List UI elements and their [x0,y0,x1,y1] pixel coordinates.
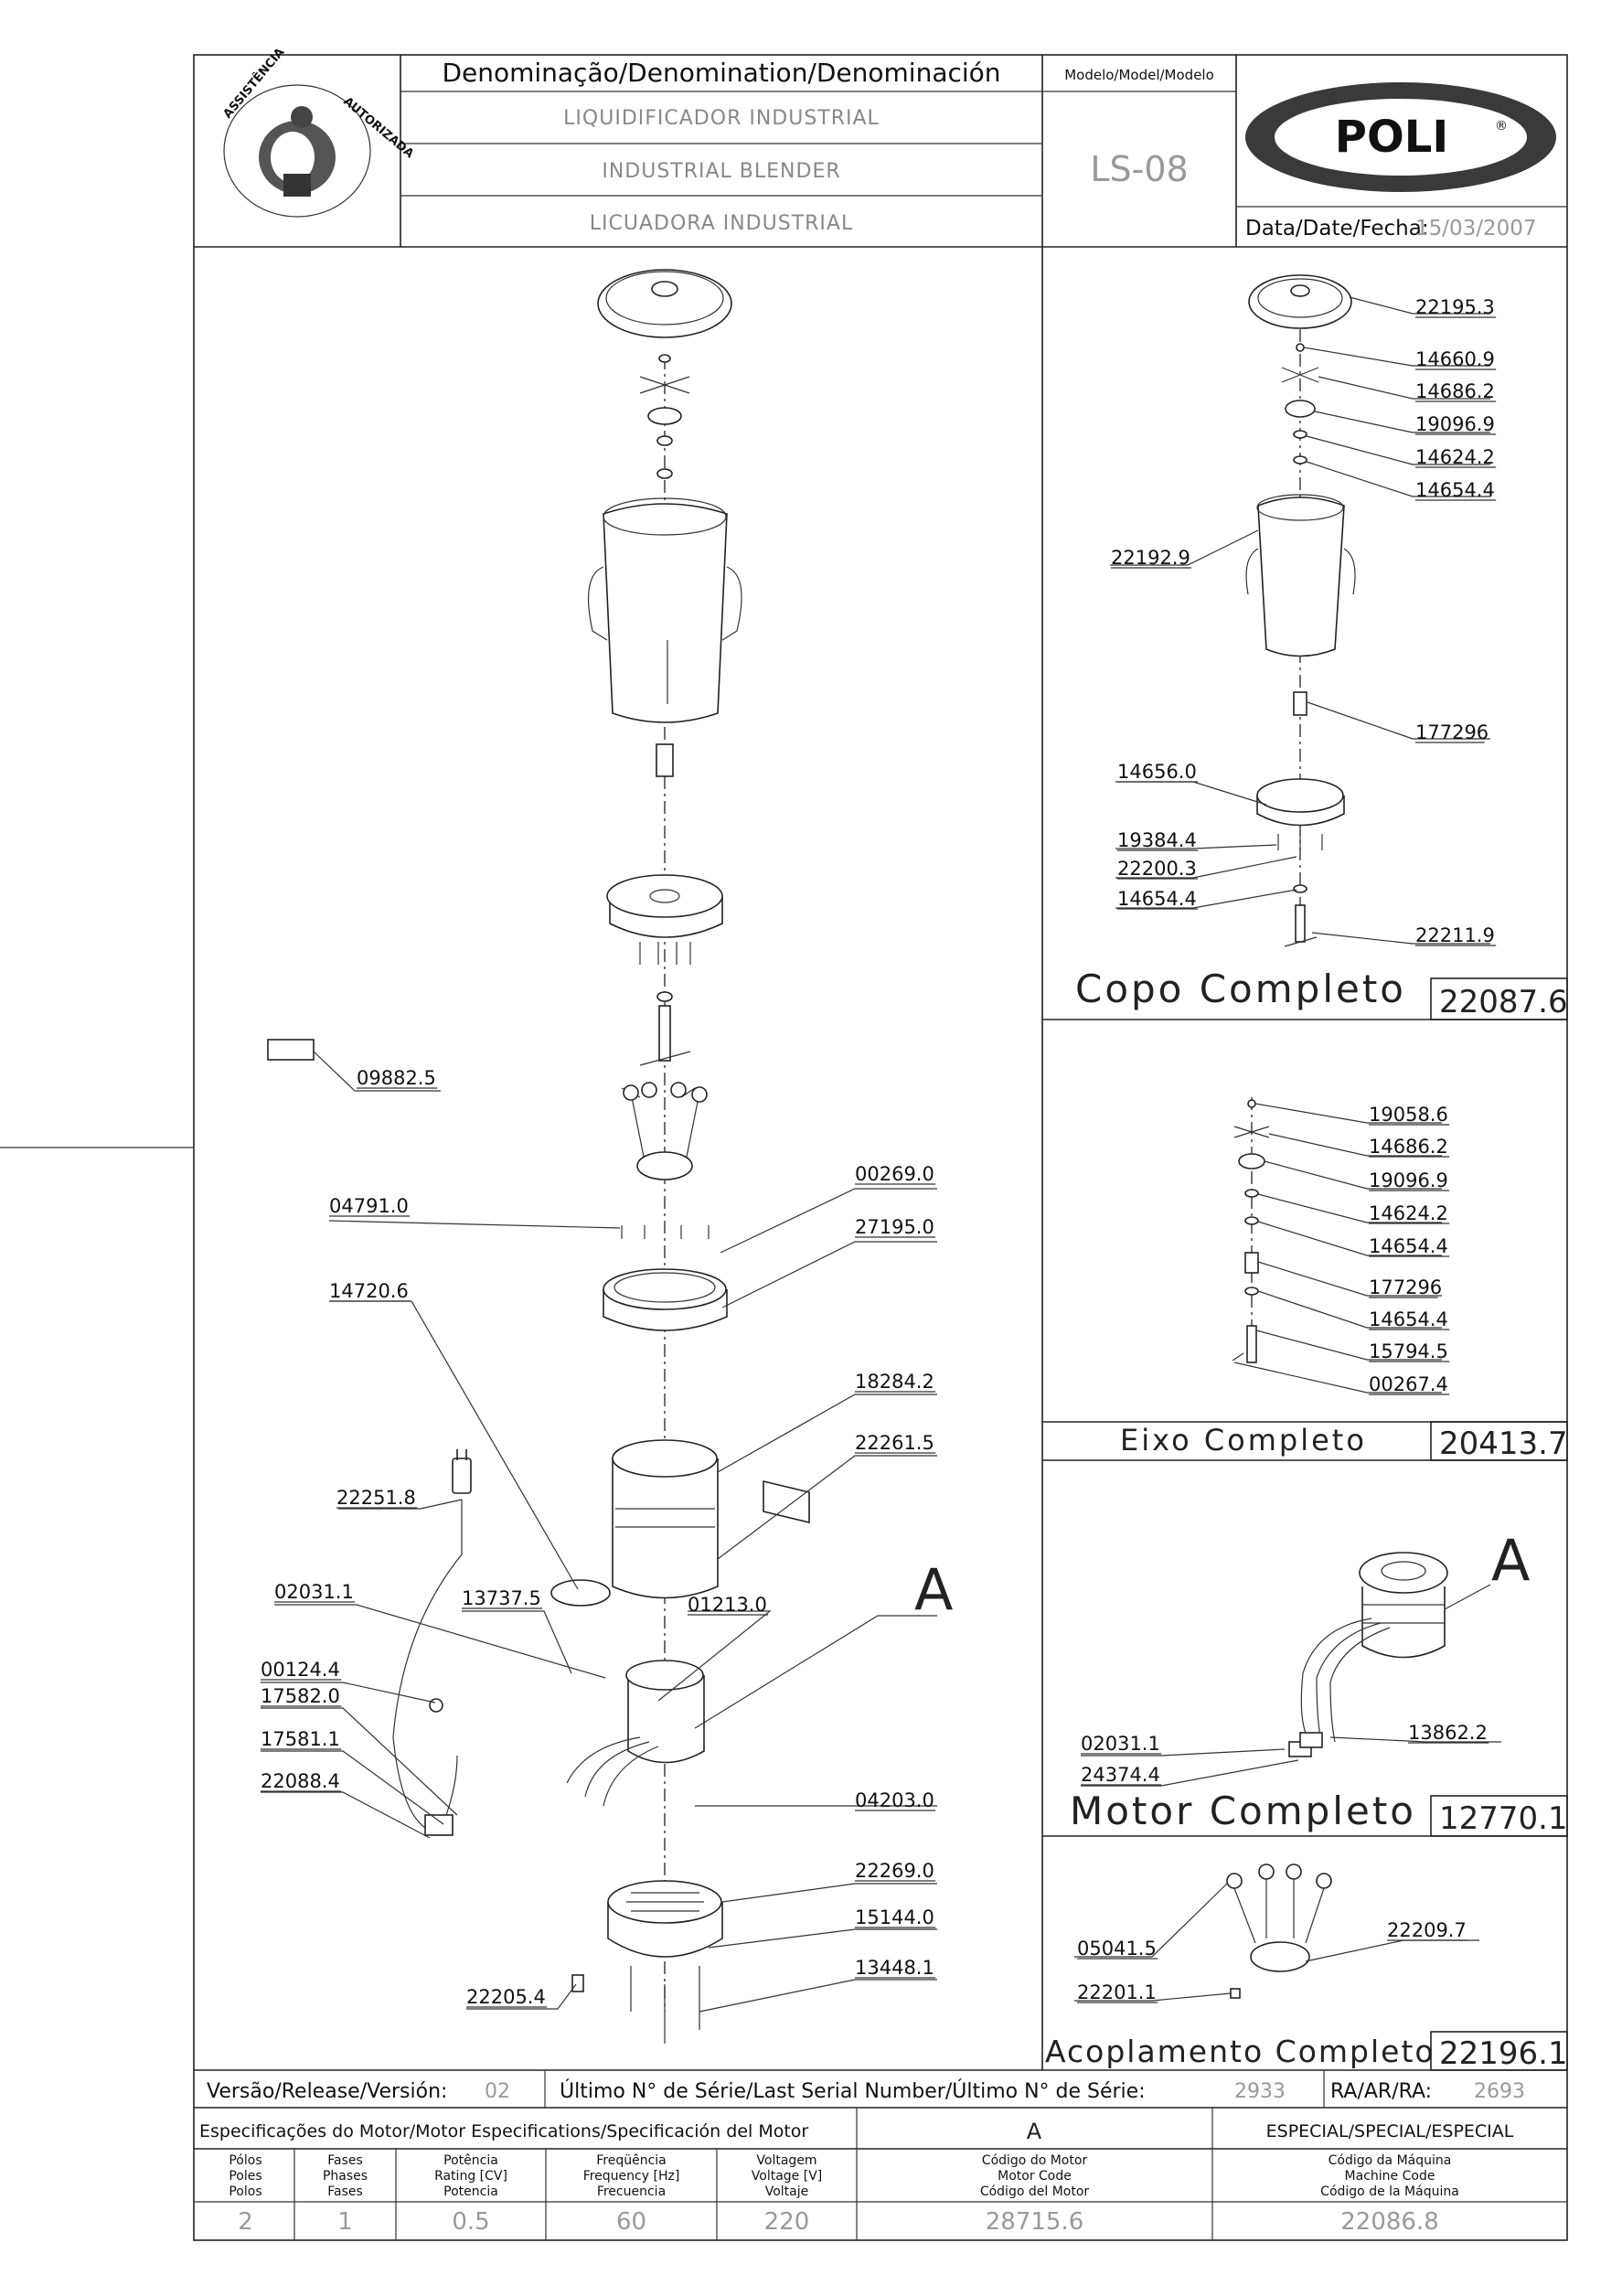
spec-col-5-line-2: Código del Motor [979,2184,1090,2199]
spec-col-4-line-2: Voltaje [764,2184,809,2199]
spec-col-0-line-2: Polos [229,2184,262,2199]
eixo-title: Eixo Completo [1120,1423,1367,1458]
acop-label-1: 22209.7 [1387,1919,1467,1941]
spec-col-5-line-1: Motor Code [998,2169,1072,2184]
copo-label-6: 22192.9 [1111,547,1190,569]
spec-col-0-line-0: Pólos [229,2153,262,2168]
acoplamento-code: 22196.1 [1439,2035,1568,2072]
main-label-13: 17581.1 [261,1728,340,1750]
acop-label-0: 05041.5 [1077,1938,1157,1960]
motor-spec-value: A [1026,2119,1042,2144]
spec-col-2-line-0: Potência [443,2153,498,2168]
main-label-8: 02031.1 [274,1581,354,1603]
spec-col-6-value: 22086.8 [1340,2208,1439,2236]
spec-col-0-line-1: Poles [229,2169,262,2184]
copo-label-5: 14654.4 [1415,479,1495,501]
copo-label-8: 14656.0 [1117,761,1197,783]
spec-col-3-line-0: Freqüência [596,2153,667,2168]
eixo-part-labels [1369,1104,1449,1395]
spec-col-5-line-0: Código do Motor [981,2153,1088,2168]
acoplamento-drawing [1227,1864,1331,1998]
denomination-title: Denominação/Denomination/Denominación [442,58,1001,88]
main-detail-letter: A [914,1556,954,1623]
copo-title: Copo Completo [1075,966,1406,1011]
date-label: Data/Date/Fecha: [1245,217,1429,240]
copo-label-1: 14660.9 [1415,348,1495,370]
copo-label-4: 14624.2 [1415,446,1495,468]
copo-label-10: 22200.3 [1117,858,1197,880]
copo-label-7: 177296 [1415,721,1489,743]
date-value: 15/03/2007 [1415,217,1537,240]
special-label: ESPECIAL/SPECIAL/ESPECIAL [1265,2121,1514,2141]
main-exploded-view [268,270,953,2044]
main-label-11: 00124.4 [261,1659,340,1681]
spec-col-0-value: 2 [238,2208,253,2236]
ra-value: 2693 [1474,2080,1525,2103]
svg-text:ASSISTÊNCIA: ASSISTÊNCIA [220,45,288,122]
copo-label-11: 14654.4 [1117,888,1197,910]
main-label-5: 18284.2 [855,1371,934,1393]
copo-label-2: 14686.2 [1415,380,1495,402]
motor-spec-table [229,2153,1458,2236]
denomination-es: LICUADORA INDUSTRIAL [589,212,854,235]
main-label-16: 22269.0 [855,1860,934,1882]
motor-label-0: 02031.1 [1081,1733,1160,1755]
svg-text:®: ® [1495,119,1508,133]
main-label-1: 00269.0 [855,1163,934,1185]
spec-col-1-line-1: Phases [322,2169,368,2184]
spec-col-2-line-2: Potencia [443,2184,498,2199]
main-label-15: 04203.0 [855,1789,934,1811]
eixo-label-7: 15794.5 [1369,1340,1448,1362]
main-part-labels [261,1067,935,2008]
spec-col-4-line-1: Voltage [V] [751,2169,823,2184]
motor-part-labels [1081,1722,1489,1786]
main-label-18: 13448.1 [855,1957,934,1979]
copo-label-3: 19096.9 [1415,413,1495,435]
spec-col-2-line-1: Rating [CV] [434,2169,507,2184]
main-label-3: 27195.0 [855,1216,934,1238]
ra-label: RA/AR/RA: [1330,2080,1433,2103]
model-value: LS-08 [1090,149,1189,189]
model-title: Modelo/Model/Modelo [1064,67,1214,83]
spec-col-6-line-0: Código da Máquina [1328,2153,1452,2168]
motor-detail-letter: A [1491,1527,1531,1594]
motor-label-2: 13862.2 [1408,1722,1488,1744]
main-label-7: 22251.8 [336,1487,416,1509]
eixo-label-5: 177296 [1369,1276,1443,1298]
spec-col-1-line-2: Fases [327,2184,363,2199]
main-label-10: 01213.0 [688,1594,767,1616]
version-value: 02 [485,2080,510,2103]
denomination-en: INDUSTRIAL BLENDER [602,160,841,183]
eixo-label-0: 19058.6 [1369,1104,1448,1126]
version-label: Versão/Release/Versión: [207,2080,448,2103]
motor-code: 12770.1 [1439,1800,1568,1837]
eixo-label-2: 19096.9 [1369,1169,1448,1191]
spec-col-3-line-2: Frecuencia [596,2184,667,2199]
copo-label-0: 22195.3 [1415,296,1495,318]
copo-label-12: 22211.9 [1415,924,1495,946]
authorized-service-seal [220,45,416,217]
main-label-17: 15144.0 [855,1906,934,1928]
main-label-9: 13737.5 [462,1587,541,1609]
eixo-label-3: 14624.2 [1369,1202,1448,1224]
spec-col-3-line-1: Frequency [Hz] [582,2169,680,2184]
spec-col-6-line-2: Código de la Máquina [1320,2184,1459,2199]
brand-name: POLI [1334,112,1449,163]
denomination-pt: LIQUIDIFICADOR INDUSTRIAL [563,107,880,130]
spec-col-1-value: 1 [337,2208,353,2236]
copo-code: 22087.6 [1439,984,1568,1020]
spec-col-2-value: 0.5 [452,2208,490,2236]
main-label-6: 22261.5 [855,1432,934,1454]
acop-label-2: 22201.1 [1077,1981,1157,2003]
spec-col-3-value: 60 [615,2208,647,2236]
main-label-14: 22088.4 [261,1770,340,1792]
poli-logo [1245,82,1556,192]
main-label-0: 09882.5 [357,1067,436,1089]
serial-value: 2933 [1234,2080,1286,2103]
motor-title: Motor Completo [1070,1789,1416,1833]
copo-label-9: 19384.4 [1117,829,1197,851]
eixo-code: 20413.7 [1439,1426,1568,1462]
motor-spec-label: Especificações do Motor/Motor Especifications/Specificación del Motor [199,2121,809,2141]
eixo-drawing [1233,1097,1269,1362]
eixo-label-8: 00267.4 [1369,1373,1448,1395]
svg-text:AUTORIZADA: AUTORIZADA [340,94,417,162]
main-label-2: 04791.0 [329,1195,409,1217]
spec-col-4-line-0: Voltagem [756,2153,817,2168]
spec-col-5-value: 28715.6 [985,2208,1084,2236]
main-label-19: 22205.4 [466,1986,546,2008]
spec-col-4-value: 220 [763,2208,810,2236]
eixo-label-6: 14654.4 [1369,1308,1448,1330]
eixo-label-1: 14686.2 [1369,1136,1448,1158]
motor-label-1: 24374.4 [1081,1764,1160,1786]
main-label-12: 17582.0 [261,1685,340,1707]
serial-label: Último N° de Série/Last Serial Number/Último N° de Série: [560,2080,1146,2103]
eixo-label-4: 14654.4 [1369,1235,1448,1257]
main-label-4: 14720.6 [329,1280,409,1302]
acoplamento-title: Acoplamento Completo [1045,2034,1435,2069]
spec-col-6-line-1: Machine Code [1344,2169,1435,2184]
spec-col-1-line-0: Fases [327,2153,363,2168]
